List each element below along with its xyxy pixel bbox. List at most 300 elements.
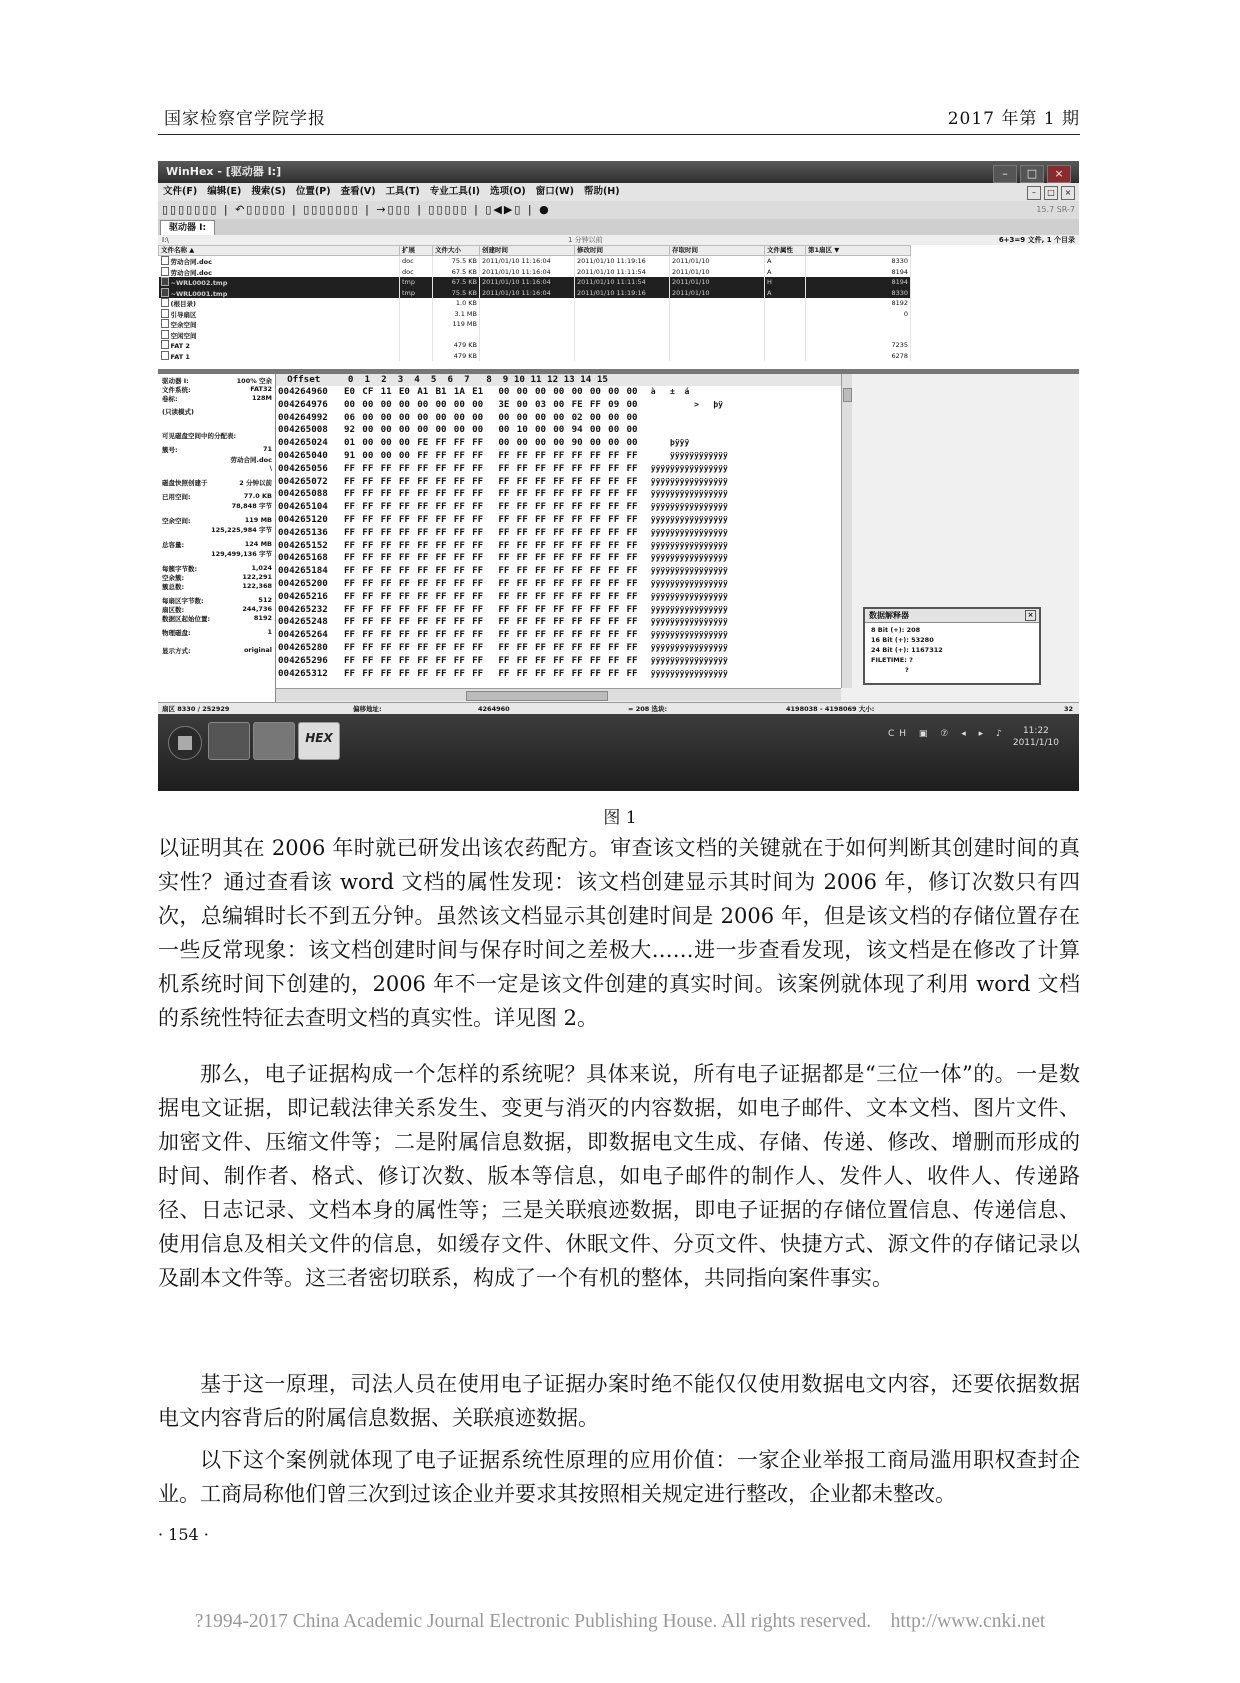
- hex-byte[interactable]: FF: [380, 654, 392, 666]
- hex-byte[interactable]: 00: [380, 449, 392, 461]
- hex-byte[interactable]: FF: [589, 462, 601, 474]
- hex-byte[interactable]: FF: [608, 539, 620, 551]
- hex-byte[interactable]: 00: [516, 386, 528, 397]
- hex-byte[interactable]: FF: [589, 590, 601, 602]
- hex-byte[interactable]: FF: [344, 565, 356, 577]
- hex-byte[interactable]: 00: [435, 424, 447, 436]
- hex-byte[interactable]: FF: [380, 590, 392, 602]
- hex-byte[interactable]: B1: [435, 386, 447, 397]
- hex-byte[interactable]: 00: [626, 398, 638, 410]
- hex-byte[interactable]: FF: [380, 513, 392, 525]
- hex-byte[interactable]: FF: [553, 475, 565, 487]
- hex-byte[interactable]: 00: [435, 398, 447, 410]
- hex-byte[interactable]: FF: [498, 539, 510, 551]
- hex-ascii[interactable]: ÿÿÿÿÿÿÿÿÿÿÿÿÿÿÿÿ: [650, 668, 728, 678]
- hex-byte[interactable]: 00: [589, 411, 601, 423]
- hex-byte[interactable]: FF: [417, 616, 429, 628]
- hex-byte[interactable]: FF: [626, 539, 638, 551]
- close-button[interactable]: ×: [1047, 165, 1071, 183]
- hex-ascii[interactable]: ÿÿÿÿÿÿÿÿÿÿÿÿÿÿÿÿ: [650, 655, 728, 665]
- menu-file[interactable]: 文件(F): [163, 186, 198, 197]
- hex-byte[interactable]: FF: [417, 577, 429, 589]
- hex-byte[interactable]: FF: [344, 590, 356, 602]
- hex-byte[interactable]: FF: [608, 449, 620, 461]
- hex-row[interactable]: [276, 629, 841, 642]
- hex-byte[interactable]: FF: [498, 629, 510, 641]
- hex-byte[interactable]: FF: [589, 398, 601, 410]
- hex-byte[interactable]: FF: [435, 449, 447, 461]
- hex-byte[interactable]: FF: [498, 462, 510, 474]
- hex-byte[interactable]: FF: [626, 526, 638, 538]
- hex-byte[interactable]: 00: [534, 411, 547, 423]
- menu-edit[interactable]: 编辑(E): [207, 186, 242, 197]
- hex-byte[interactable]: 00: [498, 424, 510, 436]
- hex-byte[interactable]: FF: [553, 629, 565, 641]
- hex-byte[interactable]: FF: [344, 629, 356, 641]
- hex-byte[interactable]: FF: [435, 565, 447, 577]
- hex-byte[interactable]: FF: [534, 616, 547, 628]
- hex-byte[interactable]: FF: [553, 462, 565, 474]
- hex-byte[interactable]: FF: [589, 526, 601, 538]
- hex-row[interactable]: [276, 604, 841, 617]
- hex-byte[interactable]: FF: [589, 641, 601, 653]
- hex-byte[interactable]: FF: [571, 449, 583, 461]
- hex-byte[interactable]: FF: [453, 501, 465, 513]
- hex-byte[interactable]: FF: [626, 603, 638, 615]
- hex-byte[interactable]: 00: [472, 424, 484, 436]
- hex-byte[interactable]: FF: [589, 654, 601, 666]
- hex-row[interactable]: [276, 476, 841, 489]
- hex-byte[interactable]: FF: [571, 654, 583, 666]
- hex-byte[interactable]: FF: [589, 488, 601, 500]
- hex-byte[interactable]: 00: [516, 398, 528, 410]
- hex-byte[interactable]: FF: [553, 577, 565, 589]
- file-row[interactable]: [159, 319, 911, 330]
- hex-byte[interactable]: 00: [534, 437, 547, 449]
- hex-byte[interactable]: FF: [498, 667, 510, 679]
- hex-byte[interactable]: 00: [362, 437, 374, 449]
- hex-byte[interactable]: FF: [435, 654, 447, 666]
- hex-byte[interactable]: 00: [626, 411, 638, 423]
- hex-byte[interactable]: FF: [534, 501, 547, 513]
- hex-byte[interactable]: 94: [571, 424, 583, 436]
- hex-row[interactable]: [276, 565, 841, 578]
- hex-byte[interactable]: FF: [626, 475, 638, 487]
- hex-byte[interactable]: FF: [472, 654, 484, 666]
- hex-byte[interactable]: FF: [435, 488, 447, 500]
- hex-byte[interactable]: FF: [626, 629, 638, 641]
- file-row[interactable]: [159, 267, 911, 278]
- hex-row[interactable]: [276, 668, 841, 681]
- hex-byte[interactable]: FF: [553, 603, 565, 615]
- hex-byte[interactable]: FF: [626, 552, 638, 564]
- hex-byte[interactable]: 00: [626, 424, 638, 436]
- hex-byte[interactable]: FF: [380, 475, 392, 487]
- hex-byte[interactable]: FF: [453, 629, 465, 641]
- hex-byte[interactable]: FF: [571, 488, 583, 500]
- hex-byte[interactable]: FF: [534, 449, 547, 461]
- hex-byte[interactable]: FF: [362, 539, 374, 551]
- hex-byte[interactable]: FF: [516, 667, 528, 679]
- hex-row[interactable]: [276, 655, 841, 668]
- hex-byte[interactable]: A1: [417, 386, 429, 397]
- column-header[interactable]: 创建时间: [480, 246, 575, 256]
- hex-byte[interactable]: FF: [626, 462, 638, 474]
- hex-byte[interactable]: FF: [534, 488, 547, 500]
- column-header[interactable]: 文件名称 ▲: [159, 246, 400, 256]
- hex-byte[interactable]: FF: [362, 577, 374, 589]
- hex-byte[interactable]: FF: [380, 501, 392, 513]
- hex-row[interactable]: [276, 540, 841, 553]
- column-header[interactable]: 修改时间: [575, 246, 670, 256]
- file-row[interactable]: [159, 351, 911, 362]
- hex-byte[interactable]: FF: [344, 667, 356, 679]
- hex-byte[interactable]: FF: [608, 590, 620, 602]
- hex-byte[interactable]: FF: [589, 501, 601, 513]
- hex-byte[interactable]: FF: [435, 475, 447, 487]
- hex-byte[interactable]: FF: [344, 513, 356, 525]
- hex-ascii[interactable]: ÿÿÿÿÿÿÿÿÿÿÿÿÿÿÿÿ: [650, 540, 728, 550]
- hex-ascii[interactable]: ÿÿÿÿÿÿÿÿÿÿÿÿÿÿÿÿ: [650, 553, 728, 563]
- menu-view[interactable]: 查看(V): [340, 186, 376, 197]
- hex-byte[interactable]: FF: [398, 654, 410, 666]
- hex-byte[interactable]: FF: [498, 641, 510, 653]
- hex-byte[interactable]: FF: [589, 616, 601, 628]
- hex-byte[interactable]: FF: [589, 513, 601, 525]
- hex-byte[interactable]: FF: [626, 488, 638, 500]
- hex-byte[interactable]: FF: [534, 462, 547, 474]
- hex-ascii[interactable]: ÿÿÿÿÿÿÿÿÿÿÿÿÿÿÿÿ: [650, 566, 728, 576]
- hex-byte[interactable]: FF: [453, 513, 465, 525]
- hex-byte[interactable]: 00: [626, 386, 638, 397]
- hex-byte[interactable]: FF: [453, 539, 465, 551]
- hex-byte[interactable]: FF: [362, 552, 374, 564]
- hex-byte[interactable]: FF: [344, 552, 356, 564]
- hex-byte[interactable]: FF: [435, 552, 447, 564]
- hex-byte[interactable]: FF: [626, 513, 638, 525]
- hex-byte[interactable]: FF: [472, 475, 484, 487]
- hex-byte[interactable]: FF: [516, 641, 528, 653]
- hex-byte[interactable]: FF: [571, 539, 583, 551]
- hex-byte[interactable]: FF: [553, 449, 565, 461]
- hex-byte[interactable]: FF: [553, 539, 565, 551]
- menu-position[interactable]: 位置(P): [295, 186, 331, 197]
- hex-ascii[interactable]: þÿÿÿ: [650, 438, 690, 448]
- hex-byte[interactable]: FF: [498, 501, 510, 513]
- hex-byte[interactable]: FF: [498, 449, 510, 461]
- hex-byte[interactable]: FF: [380, 526, 392, 538]
- hex-byte[interactable]: FF: [344, 654, 356, 666]
- hex-byte[interactable]: FF: [553, 654, 565, 666]
- hex-ascii[interactable]: ÿÿÿÿÿÿÿÿÿÿÿÿÿÿÿÿ: [650, 617, 728, 627]
- hex-byte[interactable]: FF: [344, 501, 356, 513]
- column-header[interactable]: 扩展: [400, 246, 433, 256]
- hex-byte[interactable]: FF: [516, 488, 528, 500]
- hex-byte[interactable]: 00: [417, 398, 429, 410]
- column-header[interactable]: 文件大小: [433, 246, 480, 256]
- hex-byte[interactable]: FF: [571, 513, 583, 525]
- hex-byte[interactable]: FF: [498, 526, 510, 538]
- hex-byte[interactable]: FF: [398, 488, 410, 500]
- hex-byte[interactable]: 11: [380, 386, 392, 397]
- hex-byte[interactable]: FF: [380, 565, 392, 577]
- hex-byte[interactable]: 00: [417, 411, 429, 423]
- hex-byte[interactable]: FF: [380, 603, 392, 615]
- hex-byte[interactable]: FF: [417, 590, 429, 602]
- hex-editor[interactable]: [276, 374, 841, 688]
- hex-byte[interactable]: FF: [417, 641, 429, 653]
- file-row[interactable]: [159, 288, 911, 299]
- hex-byte[interactable]: 1A: [453, 386, 465, 397]
- hex-byte[interactable]: 09: [608, 398, 620, 410]
- hex-byte[interactable]: 00: [553, 386, 565, 397]
- hex-row[interactable]: [276, 501, 841, 514]
- hex-row[interactable]: [276, 578, 841, 591]
- hex-byte[interactable]: 00: [398, 437, 410, 449]
- hex-byte[interactable]: FF: [344, 475, 356, 487]
- hex-byte[interactable]: 00: [472, 398, 484, 410]
- hex-byte[interactable]: 00: [398, 449, 410, 461]
- tab-drive-i[interactable]: 驱动器 I:: [160, 220, 215, 236]
- hex-byte[interactable]: FF: [498, 475, 510, 487]
- hex-byte[interactable]: FF: [472, 449, 484, 461]
- hex-ascii[interactable]: ÿÿÿÿÿÿÿÿÿÿÿÿÿÿÿÿ: [650, 591, 728, 601]
- winhex-taskbar-icon[interactable]: HEX: [298, 722, 340, 760]
- hex-byte[interactable]: FF: [453, 449, 465, 461]
- hex-row[interactable]: [276, 616, 841, 629]
- hex-byte[interactable]: FF: [608, 565, 620, 577]
- hex-byte[interactable]: FF: [626, 590, 638, 602]
- hex-byte[interactable]: FF: [626, 641, 638, 653]
- hex-byte[interactable]: FF: [435, 513, 447, 525]
- hex-byte[interactable]: FF: [608, 641, 620, 653]
- menu-options[interactable]: 选项(O): [490, 186, 526, 197]
- hex-byte[interactable]: E0: [398, 386, 410, 397]
- hex-byte[interactable]: FF: [344, 462, 356, 474]
- hex-byte[interactable]: FF: [553, 488, 565, 500]
- hex-byte[interactable]: FF: [571, 501, 583, 513]
- hex-byte[interactable]: FF: [398, 539, 410, 551]
- column-header[interactable]: 文件属性: [765, 246, 806, 256]
- explorer-taskbar-icon[interactable]: [208, 722, 250, 760]
- hex-ascii[interactable]: ÿÿÿÿÿÿÿÿÿÿÿÿÿÿÿÿ: [650, 630, 728, 640]
- toolbar-buttons[interactable]: ▯▯▯▯▯▯▯ | ↶▯▯▯▯▯ | ▯▯▯▯▯▯▯ | →▯▯▯ | ▯▯▯▯▯ | ▯◀▶▯ | ●: [162, 203, 551, 216]
- hex-byte[interactable]: FF: [516, 539, 528, 551]
- hex-row[interactable]: [276, 552, 841, 565]
- hex-byte[interactable]: FF: [435, 603, 447, 615]
- hex-byte[interactable]: FF: [516, 603, 528, 615]
- hex-byte[interactable]: 00: [472, 411, 484, 423]
- hex-byte[interactable]: FF: [453, 462, 465, 474]
- hex-byte[interactable]: FF: [626, 616, 638, 628]
- app-taskbar-icon[interactable]: [253, 722, 295, 760]
- hex-ascii[interactable]: ÿÿÿÿÿÿÿÿÿÿÿÿÿÿÿÿ: [650, 642, 728, 652]
- hex-byte[interactable]: FF: [571, 552, 583, 564]
- hex-byte[interactable]: FF: [571, 475, 583, 487]
- hex-byte[interactable]: FF: [589, 603, 601, 615]
- hex-byte[interactable]: 00: [435, 411, 447, 423]
- hex-byte[interactable]: FF: [362, 513, 374, 525]
- hex-byte[interactable]: FF: [453, 616, 465, 628]
- hex-byte[interactable]: FF: [362, 616, 374, 628]
- hex-byte[interactable]: FF: [398, 565, 410, 577]
- hex-byte[interactable]: FF: [498, 654, 510, 666]
- hex-byte[interactable]: FF: [498, 513, 510, 525]
- hex-ascii[interactable]: à ± á: [650, 387, 690, 396]
- hex-byte[interactable]: FF: [380, 667, 392, 679]
- hex-byte[interactable]: FF: [608, 552, 620, 564]
- hex-byte[interactable]: 92: [344, 424, 356, 436]
- maximize-button[interactable]: □: [1020, 165, 1044, 183]
- hex-row[interactable]: [276, 527, 841, 540]
- hex-byte[interactable]: FF: [571, 629, 583, 641]
- hex-byte[interactable]: FF: [553, 616, 565, 628]
- hex-byte[interactable]: FF: [417, 488, 429, 500]
- hex-byte[interactable]: FF: [435, 616, 447, 628]
- hex-byte[interactable]: 10: [516, 424, 528, 436]
- hex-byte[interactable]: FF: [608, 488, 620, 500]
- hex-byte[interactable]: FF: [344, 526, 356, 538]
- hex-byte[interactable]: FF: [362, 629, 374, 641]
- hex-byte[interactable]: 00: [398, 411, 410, 423]
- hex-row[interactable]: [276, 412, 841, 425]
- hex-byte[interactable]: FF: [472, 590, 484, 602]
- hex-byte[interactable]: 00: [380, 398, 392, 410]
- hex-byte[interactable]: 00: [553, 437, 565, 449]
- hex-byte[interactable]: 00: [380, 437, 392, 449]
- hex-byte[interactable]: FF: [516, 577, 528, 589]
- hex-byte[interactable]: FF: [553, 565, 565, 577]
- hex-byte[interactable]: FF: [589, 552, 601, 564]
- hex-byte[interactable]: 00: [553, 411, 565, 423]
- hex-ascii[interactable]: ÿÿÿÿÿÿÿÿÿÿÿÿÿÿÿÿ: [650, 476, 728, 486]
- hex-byte[interactable]: FF: [398, 475, 410, 487]
- menu-window[interactable]: 窗口(W): [535, 186, 574, 197]
- hex-byte[interactable]: FF: [516, 565, 528, 577]
- hex-ascii[interactable]: ÿÿÿÿÿÿÿÿÿÿÿÿÿÿÿÿ: [650, 578, 728, 588]
- menu-specialist-tools[interactable]: 专业工具(I): [429, 186, 480, 197]
- vertical-scrollbar[interactable]: [841, 374, 852, 688]
- hex-byte[interactable]: FF: [398, 577, 410, 589]
- hex-byte[interactable]: FF: [398, 513, 410, 525]
- hex-byte[interactable]: FF: [362, 501, 374, 513]
- hex-byte[interactable]: FF: [472, 488, 484, 500]
- hex-byte[interactable]: 00: [453, 411, 465, 423]
- hex-byte[interactable]: 00: [380, 411, 392, 423]
- file-row[interactable]: [159, 277, 911, 288]
- hex-byte[interactable]: FF: [553, 667, 565, 679]
- hex-byte[interactable]: FF: [608, 501, 620, 513]
- hex-byte[interactable]: FF: [362, 590, 374, 602]
- hex-byte[interactable]: FF: [516, 449, 528, 461]
- hex-byte[interactable]: FF: [498, 577, 510, 589]
- hex-byte[interactable]: FF: [435, 539, 447, 551]
- hex-byte[interactable]: FF: [626, 667, 638, 679]
- hex-byte[interactable]: FF: [608, 513, 620, 525]
- column-header[interactable]: 存取时间: [670, 246, 765, 256]
- hex-ascii[interactable]: ÿÿÿÿÿÿÿÿÿÿÿÿÿÿÿÿ: [650, 527, 728, 537]
- hex-byte[interactable]: FF: [417, 603, 429, 615]
- hex-byte[interactable]: 00: [589, 386, 601, 397]
- hex-byte[interactable]: FF: [571, 577, 583, 589]
- hex-byte[interactable]: FF: [472, 501, 484, 513]
- hex-byte[interactable]: FF: [534, 590, 547, 602]
- hex-byte[interactable]: 00: [498, 437, 510, 449]
- hex-byte[interactable]: FF: [435, 590, 447, 602]
- hex-byte[interactable]: FF: [553, 513, 565, 525]
- hex-byte[interactable]: FF: [608, 475, 620, 487]
- hex-byte[interactable]: FF: [472, 565, 484, 577]
- hex-byte[interactable]: FF: [589, 577, 601, 589]
- hex-byte[interactable]: 00: [498, 386, 510, 397]
- hex-byte[interactable]: FF: [417, 667, 429, 679]
- hex-byte[interactable]: FF: [417, 629, 429, 641]
- hex-byte[interactable]: FF: [498, 552, 510, 564]
- hex-byte[interactable]: FF: [534, 603, 547, 615]
- hex-ascii[interactable]: ÿÿÿÿÿÿÿÿÿÿÿÿÿÿÿÿ: [650, 463, 728, 473]
- hex-byte[interactable]: 06: [344, 411, 356, 423]
- hex-ascii[interactable]: ÿÿÿÿÿÿÿÿÿÿÿÿÿÿÿÿ: [650, 502, 728, 512]
- hex-byte[interactable]: FF: [344, 616, 356, 628]
- hex-ascii[interactable]: > þÿ: [650, 399, 723, 409]
- hex-ascii[interactable]: ÿÿÿÿÿÿÿÿÿÿÿÿ: [650, 450, 728, 460]
- hex-byte[interactable]: 00: [534, 424, 547, 436]
- hex-byte[interactable]: FF: [608, 654, 620, 666]
- hex-byte[interactable]: FF: [453, 565, 465, 577]
- hex-byte[interactable]: FF: [398, 616, 410, 628]
- hex-byte[interactable]: FF: [417, 501, 429, 513]
- hex-byte[interactable]: FF: [472, 462, 484, 474]
- hex-byte[interactable]: FF: [516, 616, 528, 628]
- hex-byte[interactable]: 03: [534, 398, 547, 410]
- column-header[interactable]: 第1扇区 ▼: [806, 246, 911, 256]
- hex-byte[interactable]: FF: [516, 590, 528, 602]
- hex-byte[interactable]: FF: [498, 603, 510, 615]
- hex-byte[interactable]: 00: [362, 398, 374, 410]
- hex-byte[interactable]: FF: [435, 526, 447, 538]
- hex-byte[interactable]: FF: [516, 513, 528, 525]
- hex-byte[interactable]: FF: [398, 526, 410, 538]
- hex-row[interactable]: [276, 424, 841, 437]
- hex-byte[interactable]: FF: [571, 462, 583, 474]
- hex-byte[interactable]: FF: [472, 437, 484, 449]
- hex-byte[interactable]: 00: [398, 398, 410, 410]
- hex-byte[interactable]: FF: [516, 629, 528, 641]
- hex-byte[interactable]: FF: [571, 641, 583, 653]
- hex-byte[interactable]: 00: [516, 411, 528, 423]
- hex-byte[interactable]: FF: [608, 616, 620, 628]
- hex-row[interactable]: [276, 591, 841, 604]
- hex-byte[interactable]: FF: [472, 667, 484, 679]
- hex-byte[interactable]: FF: [589, 565, 601, 577]
- file-row[interactable]: [159, 340, 911, 351]
- hex-byte[interactable]: FF: [589, 475, 601, 487]
- hex-byte[interactable]: FF: [453, 590, 465, 602]
- hex-byte[interactable]: FF: [453, 552, 465, 564]
- hex-byte[interactable]: E0: [344, 386, 356, 397]
- hex-byte[interactable]: FF: [608, 462, 620, 474]
- hex-byte[interactable]: FF: [498, 488, 510, 500]
- hex-byte[interactable]: 00: [362, 449, 374, 461]
- file-row[interactable]: [159, 298, 911, 309]
- hex-row[interactable]: [276, 463, 841, 476]
- hex-byte[interactable]: FF: [380, 629, 392, 641]
- hex-byte[interactable]: FF: [417, 513, 429, 525]
- hex-byte[interactable]: 00: [553, 424, 565, 436]
- hex-byte[interactable]: FF: [435, 641, 447, 653]
- scroll-thumb[interactable]: [843, 388, 852, 402]
- hex-byte[interactable]: FF: [344, 603, 356, 615]
